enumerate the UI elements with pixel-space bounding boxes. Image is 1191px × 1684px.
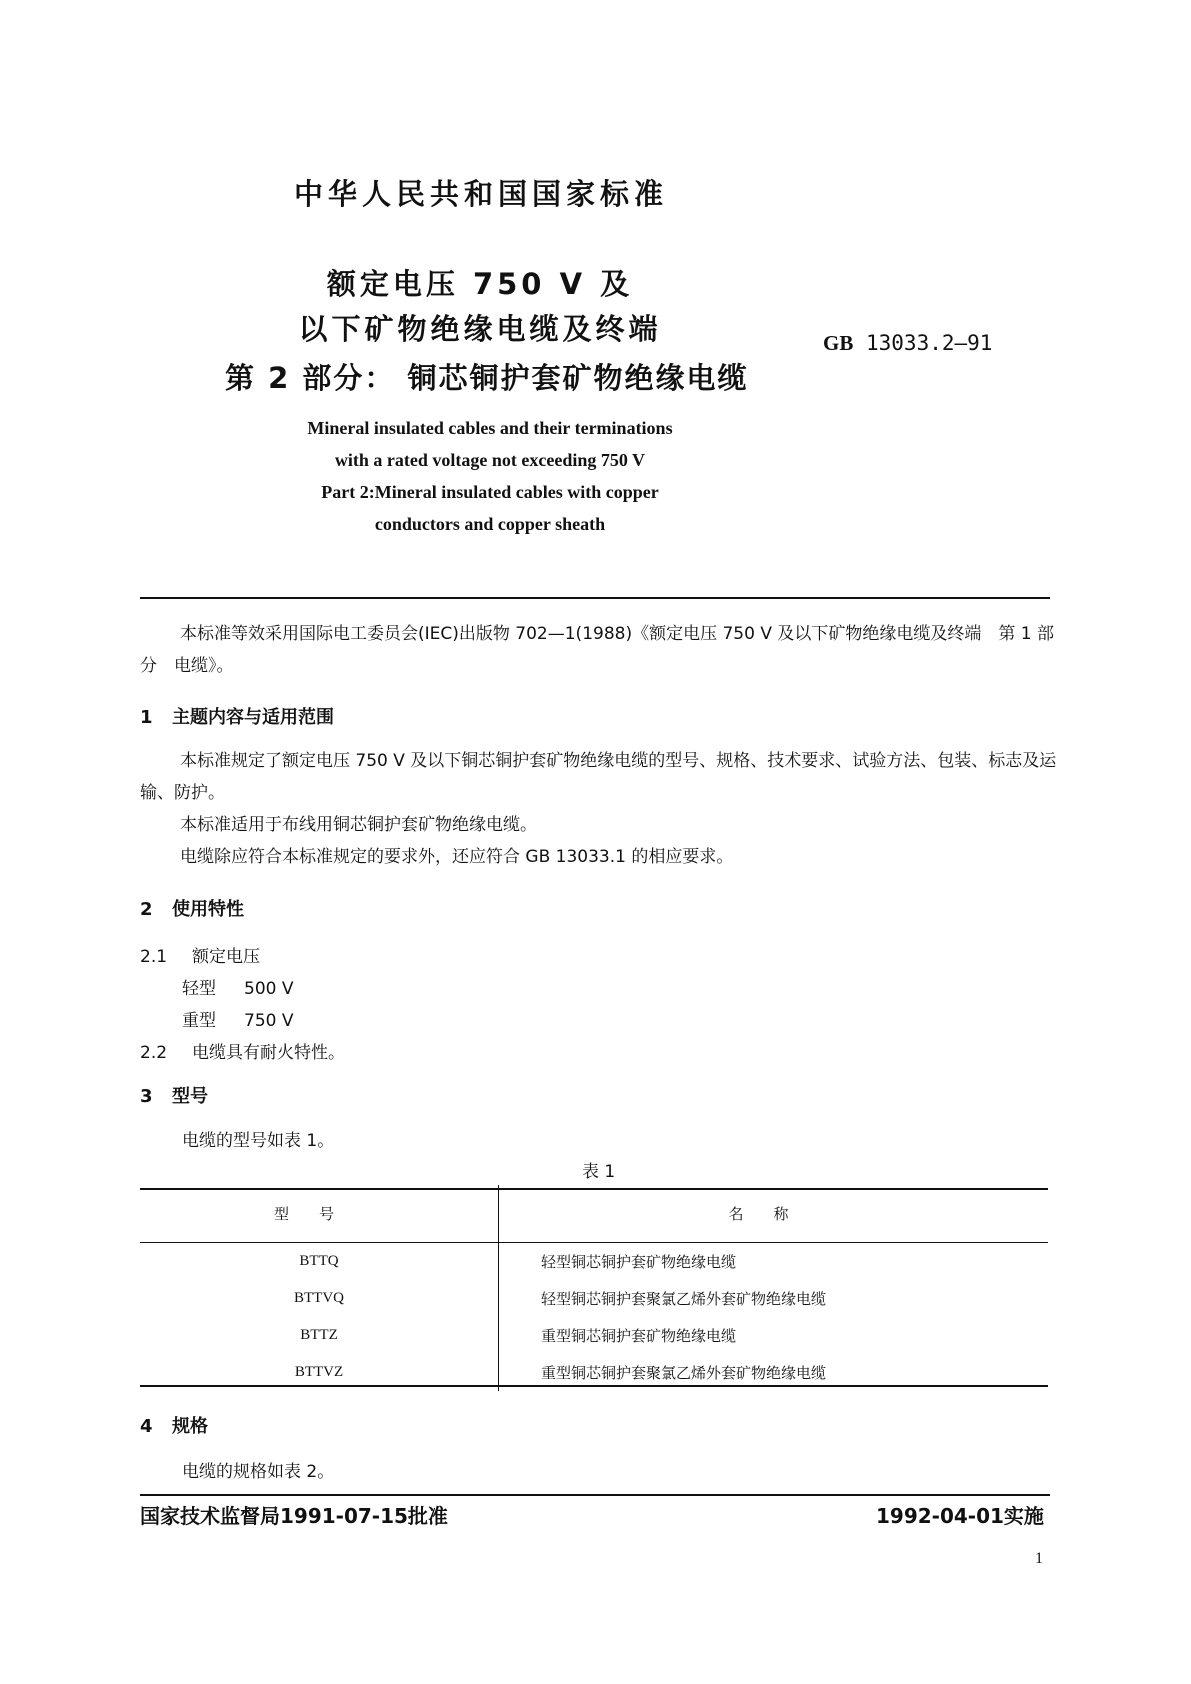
model-cell: BTTVQ: [140, 1280, 499, 1317]
section-4-heading: [140, 1412, 208, 1438]
intro-paragraph: 本标准等效采用国际电工委员会(IEC)出版物 702—1(1988)《额定电压 750 V 及以下矿物绝缘电缆及终端 第 1 部分 电缆》。: [140, 624, 1054, 676]
column-header-name: 名称: [499, 1185, 1049, 1243]
type-label: 重型: [182, 1011, 216, 1031]
type-label: 轻型: [182, 979, 216, 999]
column-header-model: 型号: [140, 1185, 499, 1243]
light-type-voltage: [182, 974, 293, 999]
footer-divider: [140, 1494, 1050, 1496]
page-number: 1: [1035, 1550, 1043, 1567]
english-title-line-2: with a rated voltage not exceeding 750 V: [334, 450, 646, 470]
table-header-row: [140, 1185, 1048, 1243]
section-number: 2: [140, 899, 153, 920]
english-title-line-1: Mineral insulated cables and their terminations: [307, 418, 673, 438]
chinese-title-line-2: 以下矿物绝缘电缆及终端: [298, 312, 662, 346]
section-title: 型号: [172, 1086, 208, 1107]
section-number: 1: [140, 707, 153, 728]
english-title-line-3: Part 2:Mineral insulated cables with copper: [321, 482, 659, 502]
approval-date: 国家技术监督局1991-07-15批准: [140, 1504, 448, 1528]
table-1-caption: 表 1: [582, 1162, 616, 1182]
table-row: [140, 1317, 1048, 1354]
table-1: [140, 1185, 1048, 1391]
voltage-value: 500 V: [244, 979, 294, 999]
subsection-number: 2.2: [140, 1043, 168, 1063]
name-cell: 轻型铜芯铜护套聚氯乙烯外套矿物绝缘电缆: [541, 1290, 827, 1308]
voltage-value: 750 V: [244, 1011, 294, 1031]
section-title: 规格: [172, 1416, 208, 1437]
section-2-heading: [140, 895, 244, 921]
section-2-1-heading: [140, 942, 260, 967]
name-cell: 轻型铜芯铜护套矿物绝缘电缆: [541, 1253, 737, 1271]
section-2-2: [140, 1038, 345, 1063]
standard-prefix: GB: [823, 331, 854, 355]
chinese-title-line-3: 第 2 部分： 铜芯铜护套矿物绝缘电缆: [225, 361, 749, 395]
section-1-heading: [140, 703, 334, 729]
standard-number: [823, 331, 992, 356]
section-4-paragraph: 电缆的规格如表 2。: [182, 1462, 335, 1482]
section-3-heading: [140, 1082, 208, 1108]
section-1-paragraph-1: 本标准规定了额定电压 750 V 及以下铜芯铜护套矿物绝缘电缆的型号、规格、技术要求、试验方法、包装、标志及运输、防护。: [140, 751, 1057, 803]
english-title-line-4: conductors and copper sheath: [374, 514, 606, 534]
name-cell: 重型铜芯铜护套矿物绝缘电缆: [541, 1327, 737, 1345]
model-cell: BTTQ: [140, 1243, 499, 1281]
model-cell: BTTVZ: [140, 1354, 499, 1391]
section-1-paragraph-3: 电缆除应符合本标准规定的要求外，还应符合 GB 13033.1 的相应要求。: [180, 847, 734, 867]
standard-code: 13033.2—91: [866, 331, 993, 355]
name-cell: 重型铜芯铜护套聚氯乙烯外套矿物绝缘电缆: [541, 1364, 827, 1382]
subsection-text: 电缆具有耐火特性。: [192, 1043, 345, 1063]
table-bottom-rule: [140, 1385, 1048, 1387]
chinese-title-line-1: 额定电压 750 V 及: [326, 267, 634, 301]
subsection-number: 2.1: [140, 947, 168, 967]
section-3-paragraph: 电缆的型号如表 1。: [182, 1131, 335, 1151]
heavy-type-voltage: [182, 1006, 293, 1031]
effective-date: 1992-04-01实施: [876, 1504, 1044, 1528]
table-row: [140, 1280, 1048, 1317]
model-cell: BTTZ: [140, 1317, 499, 1354]
section-title: 主题内容与适用范围: [172, 707, 334, 728]
section-1-paragraph-2: 本标准适用于布线用铜芯铜护套矿物绝缘电缆。: [180, 815, 537, 835]
national-standard-heading: 中华人民共和国国家标准: [294, 177, 669, 211]
subsection-title: 额定电压: [192, 947, 260, 967]
section-title: 使用特性: [172, 899, 244, 920]
section-number: 4: [140, 1416, 153, 1437]
table-row: [140, 1243, 1048, 1281]
header-divider: [140, 597, 1050, 599]
section-number: 3: [140, 1086, 153, 1107]
